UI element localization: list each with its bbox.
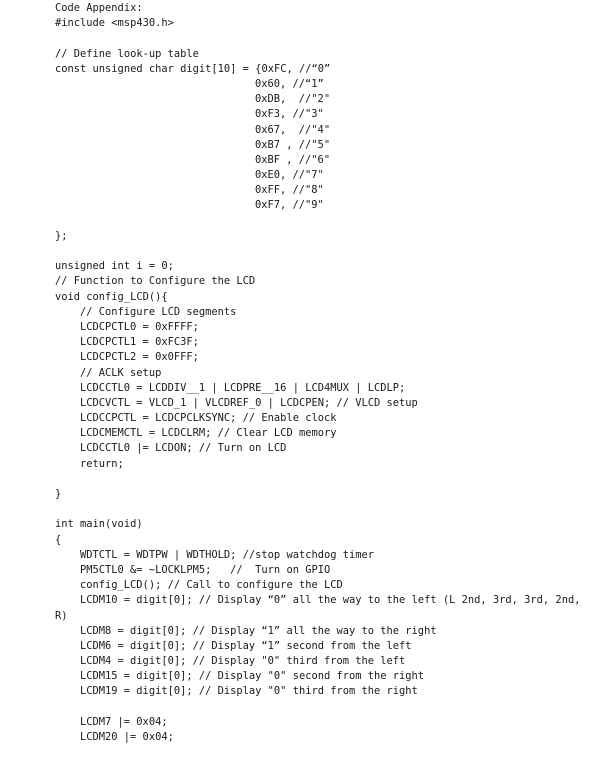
code-line: LCDM8 = digit[0]; // Display “1” all the way to the right — [80, 624, 437, 637]
code-line: 0xF3, //"3" — [255, 108, 324, 121]
code-line: Code Appendix: — [55, 2, 143, 14]
code-line: LCDM10 = digit[0]; // Display “0” all the way to the left (L 2nd, 3rd, 3rd, 2nd, — [80, 594, 581, 607]
blank-line — [55, 700, 605, 715]
code-line: const unsigned char digit[10] = {0xFC, //“0” — [55, 62, 331, 75]
code-line: // Function to Configure the LCD — [55, 275, 256, 288]
code-line: 0xF7, //"9" — [255, 199, 324, 212]
code-line: LCDCPCTL0 = 0xFFFF; — [80, 320, 199, 333]
code-line: PM5CTL0 &= ~LOCKLPM5; // Turn on GPIO — [80, 563, 331, 576]
code-line: // Define look-up table — [55, 47, 199, 60]
blank-line — [55, 502, 605, 517]
code-line: LCDM19 = digit[0]; // Display "0" third from the right — [80, 685, 418, 698]
code-line: LCDCVCTL = VLCD_1 | VLCDREF_0 | LCDCPEN; // VLCD setup — [80, 396, 418, 409]
code-line: // ACLK setup — [80, 366, 162, 379]
code-line: // Configure LCD segments — [80, 305, 237, 318]
code-line: WDTCTL = WDTPW | WDTHOLD; //stop watchdog timer — [80, 548, 375, 561]
code-line: 0xB7 , //"5" — [255, 138, 331, 151]
code-line: { — [55, 533, 62, 546]
code-line: LCDCCTL0 = LCDDIV__1 | LCDPRE__16 | LCD4MUX | LCDLP; — [80, 381, 406, 394]
code-line: unsigned int i = 0; — [55, 260, 174, 273]
code-appendix-document — [55, 1, 605, 745]
code-line: LCDCPCTL1 = 0xFC3F; — [80, 336, 199, 349]
code-line: #include <msp430.h> — [55, 17, 174, 30]
code-line: LCDM20 |= 0x04; — [80, 731, 174, 743]
code-line: 0xBF , //"6" — [255, 153, 331, 166]
code-line: LCDM15 = digit[0]; // Display "0" second from the right — [80, 670, 425, 683]
blank-line — [55, 244, 605, 259]
code-line: 0xDB, //"2" — [255, 93, 331, 106]
blank-line — [55, 214, 605, 229]
code-line: 0xE0, //"7" — [255, 169, 324, 182]
code-line: 0x60, //“1” — [255, 77, 324, 90]
blank-line — [55, 31, 605, 46]
code-line: config_LCD(); // Call to configure the LCD — [80, 579, 343, 592]
code-line: 0xFF, //"8" — [255, 184, 324, 197]
code-line: LCDM7 |= 0x04; — [80, 715, 168, 728]
code-line: return; — [80, 457, 124, 470]
code-line: } — [55, 488, 62, 500]
code-line: }; — [55, 229, 68, 242]
code-line: LCDM6 = digit[0]; // Display “1” second from the left — [80, 639, 412, 652]
code-line: LCDCMEMCTL = LCDCLRM; // Clear LCD memory — [80, 427, 337, 440]
code-line: int main(void) — [55, 518, 143, 531]
code-line: LCDCPCTL2 = 0x0FFF; — [80, 351, 199, 364]
code-line: 0x67, //"4" — [255, 123, 331, 136]
code-line: void config_LCD(){ — [55, 290, 168, 303]
code-line: R) — [55, 609, 68, 622]
code-line: LCDCCPCTL = LCDCPCLKSYNC; // Enable clock — [80, 412, 337, 425]
blank-line — [55, 472, 605, 487]
code-line: LCDCCTL0 |= LCDON; // Turn on LCD — [80, 442, 287, 455]
code-line: LCDM4 = digit[0]; // Display "0" third from the left — [80, 655, 406, 668]
